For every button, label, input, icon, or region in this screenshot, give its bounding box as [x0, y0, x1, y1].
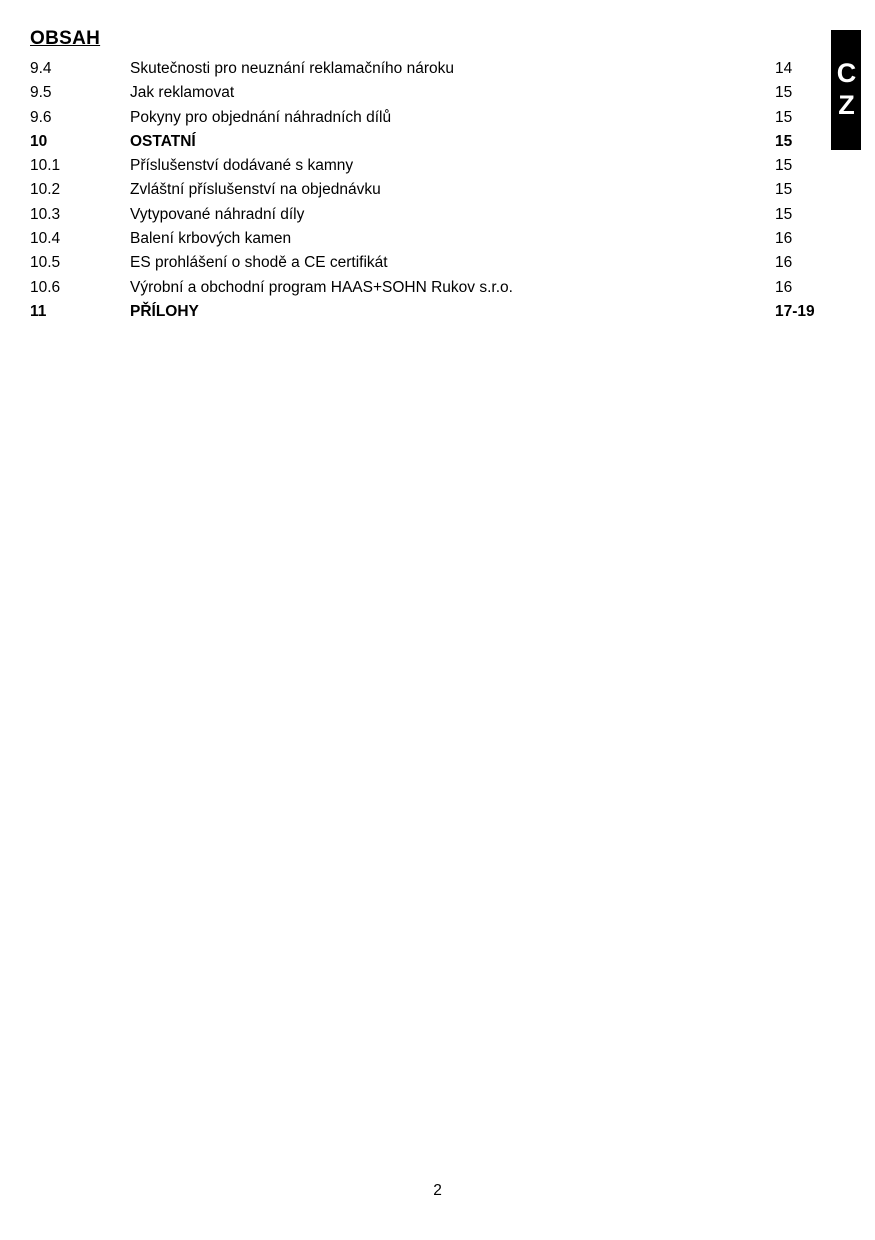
toc-entry-number: 10.4: [30, 230, 61, 248]
toc-entry-label: ES prohlášení o shodě a CE certifikát: [130, 254, 388, 272]
page-content: [30, 28, 835, 324]
toc-entry-label: OSTATNÍ: [130, 132, 196, 150]
toc-entry-number: 10.3: [30, 205, 61, 223]
toc-entry-label: Jak reklamovat: [130, 84, 235, 102]
toc-entry-page: 16: [775, 278, 793, 296]
toc-entry-number: 10: [30, 132, 48, 150]
page-footer-number: 2: [433, 1182, 442, 1199]
toc-entry: [30, 276, 835, 300]
toc-entry-label: Skutečnosti pro neuznání reklamačního nároku: [130, 60, 454, 77]
toc-entry-number: 9.6: [30, 108, 52, 126]
toc-entry: [30, 227, 835, 251]
toc-entry-page: 15: [775, 205, 793, 223]
toc-entry: [30, 106, 835, 130]
table-of-contents: [30, 57, 835, 324]
toc-entry-page: 15: [775, 84, 793, 102]
toc-entry-page: 16: [775, 230, 793, 248]
language-tab: [831, 30, 861, 150]
toc-entry-label: Balení krbových kamen: [130, 230, 292, 248]
toc-entry-number: 10.1: [30, 157, 61, 175]
toc-entry: [30, 300, 835, 324]
toc-entry-page: 15: [775, 132, 793, 150]
toc-entry-page: 15: [775, 181, 793, 199]
toc-entry: [30, 178, 835, 202]
toc-entry: [30, 251, 835, 275]
toc-entry-number: 10.5: [30, 254, 61, 272]
toc-entry-number: 9.4: [30, 60, 52, 77]
toc-entry-label: Zvláštní příslušenství na objednávku: [130, 181, 381, 199]
toc-entry: [30, 81, 835, 105]
toc-entry-number: 11: [30, 302, 47, 320]
toc-entry: [30, 130, 835, 154]
language-tab-label: CZ: [831, 58, 862, 122]
toc-entry-page: 16: [775, 254, 793, 272]
toc-entry-label: Výrobní a obchodní program HAAS+SOHN Rukov s.r.o.: [130, 278, 513, 296]
page-title: OBSAH: [30, 28, 101, 49]
toc-entry-number: 10.6: [30, 278, 61, 296]
toc-entry-label: PŘÍLOHY: [130, 302, 199, 320]
toc-entry: [30, 57, 835, 81]
toc-entry-page: 15: [775, 108, 793, 126]
toc-entry-number: 9.5: [30, 84, 52, 102]
toc-entry-page: 17-19: [775, 302, 815, 320]
toc-entry-label: Vytypované náhradní díly: [130, 205, 305, 223]
toc-entry-number: 10.2: [30, 181, 61, 199]
toc-entry-page: 14: [775, 60, 793, 77]
toc-entry: [30, 154, 835, 178]
toc-entry-label: Příslušenství dodávané s kamny: [130, 157, 354, 175]
toc-entry-label: Pokyny pro objednání náhradních dílů: [130, 108, 392, 126]
toc-entry-page: 15: [775, 157, 793, 175]
toc-entry: [30, 203, 835, 227]
